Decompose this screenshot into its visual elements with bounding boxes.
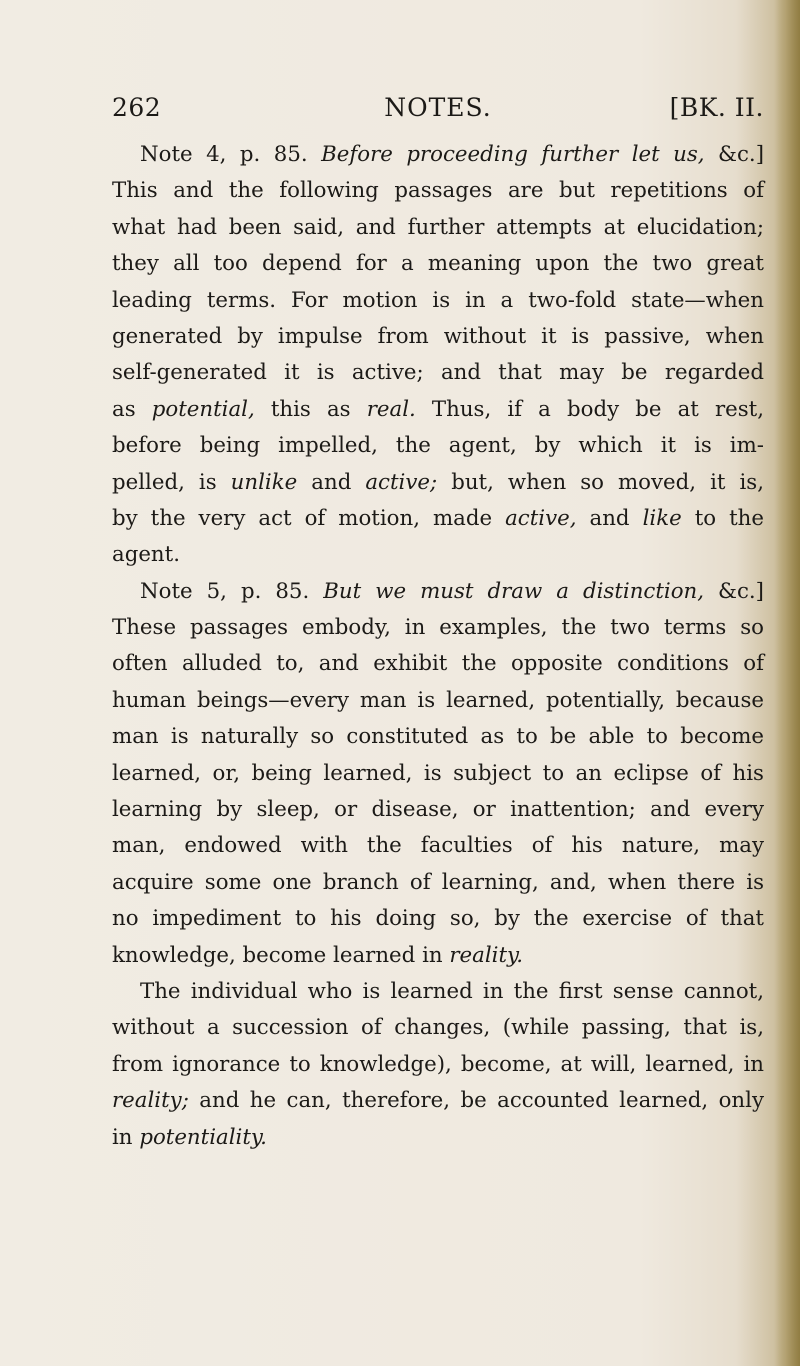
page-number: 262 — [112, 93, 162, 122]
text-line: Note 5, p. 85. But we must draw a distinction, &c.] — [140, 578, 764, 604]
book-reference: [BK. II. — [669, 93, 764, 122]
text-line: without a succession of changes, (while passing, that is, — [112, 1015, 764, 1041]
text-line: These passages embody, in examples, the two terms so — [112, 615, 764, 641]
italic-text: real. — [366, 396, 416, 422]
italic-text: But we must draw a distinction, — [323, 578, 705, 604]
italic-text: unlike — [230, 469, 298, 495]
italic-text: Before proceeding further let us, — [321, 142, 705, 167]
text-line: acquire some one branch of learning, and, when there is — [112, 869, 764, 895]
text-line: what had been said, and further attempts at elucidation; — [112, 214, 764, 240]
text-line: self-generated it is active; and that may be regarded — [112, 360, 764, 386]
text-line: human beings—every man is learned, potentially, because — [112, 687, 764, 713]
text-line: knowledge, become learned in reality. — [112, 942, 524, 968]
text-line: they all too depend for a meaning upon the two great — [112, 251, 764, 277]
text-line: pelled, is unlike and active; but, when so moved, it is, — [112, 469, 764, 495]
text-line: no impediment to his doing so, by the exercise of that — [112, 906, 764, 932]
italic-text: potential, — [151, 396, 255, 422]
text-line: generated by impulse from without it is passive, when — [112, 323, 764, 349]
running-header — [112, 93, 764, 133]
italic-text: reality; — [112, 1088, 189, 1114]
text-line: leading terms. For motion is in a two-fold state—when — [112, 287, 764, 313]
text-line: reality; and he can, therefore, be accounted learned, only — [112, 1088, 764, 1114]
italic-text: like — [642, 505, 682, 531]
page-edge-shading — [774, 0, 800, 1366]
text-line: in potentiality. — [112, 1124, 267, 1150]
text-line: agent. — [112, 542, 180, 568]
text-line: from ignorance to knowledge), become, at will, learned, in — [112, 1051, 764, 1077]
text-line: before being impelled, the agent, by which it is im- — [112, 433, 764, 459]
italic-text: reality. — [449, 942, 524, 968]
text-line: man, endowed with the faculties of his nature, may — [112, 833, 764, 859]
body-text — [112, 137, 764, 1156]
text-line: as potential, this as real. Thus, if a body be at rest, — [112, 396, 764, 422]
text-line: by the very act of motion, made active, and like to the — [112, 505, 764, 531]
text-line: This and the following passages are but repetitions of — [112, 178, 764, 204]
text-line: learned, or, being learned, is subject to an eclipse of his — [112, 760, 764, 786]
italic-text: active; — [365, 469, 438, 495]
text-line: often alluded to, and exhibit the opposite conditions of — [112, 651, 764, 677]
text-line: learning by sleep, or disease, or inattention; and every — [112, 797, 764, 823]
italic-text: active, — [505, 505, 577, 531]
text-line: The individual who is learned in the first sense cannot, — [140, 978, 764, 1004]
text-line: man is naturally so constituted as to be able to become — [112, 724, 764, 750]
running-title: NOTES. — [384, 93, 492, 122]
italic-text: potentiality. — [139, 1124, 267, 1150]
text-line: Note 4, p. 85. Before proceeding further let us, &c.] — [140, 142, 765, 167]
